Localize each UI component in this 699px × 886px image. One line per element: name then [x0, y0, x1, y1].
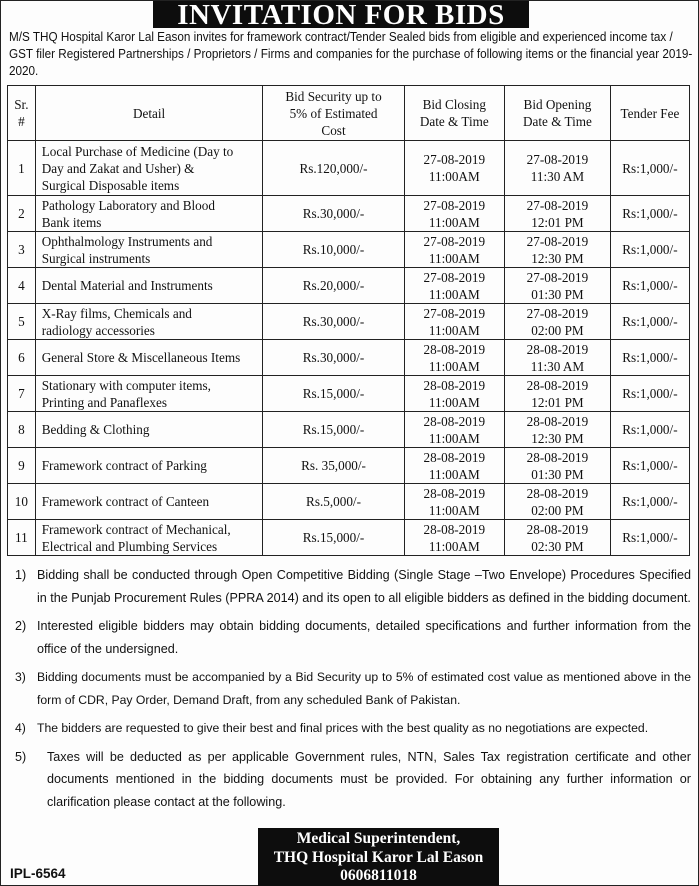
cell-bid-security: Rs.20,000/- — [263, 268, 404, 304]
cell-detail: Pathology Laboratory and Blood Bank items — [35, 196, 263, 232]
cell-bid-closing: 28-08-2019 11:00AM — [404, 448, 504, 484]
cell-sr: 5 — [8, 304, 36, 340]
cell-sr: 10 — [8, 484, 36, 520]
cell-detail: Framework contract of Parking — [35, 448, 263, 484]
cell-detail: X-Ray films, Chemicals and radiology accessories — [35, 304, 263, 340]
cell-bid-security: Rs.30,000/- — [263, 304, 404, 340]
cell-bid-closing: 28-08-2019 11:00AM — [404, 412, 504, 448]
term-item — [15, 717, 691, 740]
table-row — [8, 196, 690, 232]
term-item — [15, 666, 691, 711]
header-bid-closing: Bid Closing Date & Time — [404, 86, 504, 141]
terms-list — [15, 564, 691, 819]
header-tender-fee: Tender Fee — [610, 86, 689, 141]
cell-bid-opening: 27-08-2019 11:30 AM — [505, 141, 611, 196]
cell-bid-security: Rs.30,000/- — [263, 340, 404, 376]
table-row — [8, 412, 690, 448]
cell-bid-opening: 27-08-2019 02:00 PM — [505, 304, 611, 340]
term-number: 5) — [15, 749, 27, 764]
cell-bid-closing: 28-08-2019 11:00AM — [404, 484, 504, 520]
cell-bid-opening: 28-08-2019 12:01 PM — [505, 376, 611, 412]
table-row — [8, 304, 690, 340]
cell-bid-security: Rs.15,000/- — [263, 520, 404, 556]
cell-tender-fee: Rs:1,000/- — [610, 268, 689, 304]
table-row — [8, 141, 690, 196]
cell-bid-security: Rs.120,000/- — [263, 141, 404, 196]
cell-tender-fee: Rs:1,000/- — [610, 232, 689, 268]
cell-bid-security: Rs.30,000/- — [263, 196, 404, 232]
table-row — [8, 232, 690, 268]
cell-sr: 2 — [8, 196, 36, 232]
header-bid-opening: Bid Opening Date & Time — [505, 86, 611, 141]
term-text: Taxes will be deducted as per applicable Government rules, NTN, Sales Tax registration certificate and other documents mentioned in the bidding documents must be provided. For obtaining any further information or clarification please contact at the following. — [47, 749, 691, 809]
cell-tender-fee: Rs:1,000/- — [610, 196, 689, 232]
cell-bid-security: Rs.15,000/- — [263, 412, 404, 448]
cell-sr: 11 — [8, 520, 36, 556]
cell-bid-opening: 28-08-2019 02:30 PM — [505, 520, 611, 556]
header-sr: Sr. # — [8, 86, 36, 141]
cell-detail: General Store & Miscellaneous Items — [35, 340, 263, 376]
cell-sr: 4 — [8, 268, 36, 304]
cell-tender-fee: Rs:1,000/- — [610, 376, 689, 412]
header-detail: Detail — [35, 86, 263, 141]
cell-sr: 8 — [8, 412, 36, 448]
cell-bid-closing: 27-08-2019 11:00AM — [404, 232, 504, 268]
cell-tender-fee: Rs:1,000/- — [610, 448, 689, 484]
cell-detail: Bedding & Clothing — [35, 412, 263, 448]
table-header-row — [8, 86, 690, 141]
cell-bid-security: Rs.10,000/- — [263, 232, 404, 268]
cell-bid-closing: 27-08-2019 11:00AM — [404, 196, 504, 232]
contact-organization: THQ Hospital Karor Lal Eason — [273, 848, 484, 866]
cell-bid-closing: 27-08-2019 11:00AM — [404, 304, 504, 340]
cell-bid-closing: 27-08-2019 11:00AM — [404, 268, 504, 304]
contact-phone: 0606811018 — [340, 867, 417, 884]
cell-bid-closing: 28-08-2019 11:00AM — [404, 520, 504, 556]
cell-bid-security: Rs.5,000/- — [263, 484, 404, 520]
term-text: Interested eligible bidders may obtain bidding documents, detailed specifications and further information from the office of the undersigned. — [37, 619, 691, 656]
term-item — [15, 615, 691, 660]
cell-detail: Dental Material and Instruments — [35, 268, 263, 304]
cell-detail: Stationary with computer items, Printing and Panaflexes — [35, 376, 263, 412]
cell-sr: 7 — [8, 376, 36, 412]
term-item — [15, 564, 691, 609]
cell-sr: 1 — [8, 141, 36, 196]
bids-table — [7, 85, 690, 556]
page-title: INVITATION FOR BIDS — [153, 1, 529, 28]
cell-sr: 6 — [8, 340, 36, 376]
cell-bid-opening: 28-08-2019 12:30 PM — [505, 412, 611, 448]
cell-bid-opening: 27-08-2019 12:01 PM — [505, 196, 611, 232]
table-row — [8, 448, 690, 484]
table-row — [8, 340, 690, 376]
term-number: 2) — [15, 619, 27, 633]
cell-bid-security: Rs. 35,000/- — [263, 448, 404, 484]
cell-bid-opening: 28-08-2019 02:00 PM — [505, 484, 611, 520]
cell-tender-fee: Rs:1,000/- — [610, 520, 689, 556]
header-bid-security: Bid Security up to 5% of Estimated Cost — [263, 86, 404, 141]
cell-tender-fee: Rs:1,000/- — [610, 304, 689, 340]
cell-tender-fee: Rs:1,000/- — [610, 141, 689, 196]
term-item — [15, 746, 691, 814]
cell-tender-fee: Rs:1,000/- — [610, 340, 689, 376]
table-row — [8, 268, 690, 304]
table-row — [8, 520, 690, 556]
term-text: Bidding documents must be accompanied by a Bid Security up to 5% of estimated cost value as mentioned above in the form of CDR, Pay Order, Demand Draft, from any scheduled Bank of Pakistan. — [37, 670, 691, 707]
term-number: 3) — [15, 670, 26, 684]
cell-bid-opening: 27-08-2019 01:30 PM — [505, 268, 611, 304]
cell-detail: Framework contract of Mechanical, Electrical and Plumbing Services — [35, 520, 263, 556]
term-text: Bidding shall be conducted through Open Competitive Bidding (Single Stage –Two Envelope) Procedures Specified in the Punjab Procurement Rules (PPRA 2014) and its open to all eligible bidders as defined in the bidding document. — [37, 568, 691, 605]
term-number: 1) — [15, 568, 27, 582]
cell-detail: Framework contract of Canteen — [35, 484, 263, 520]
cell-bid-opening: 28-08-2019 11:30 AM — [505, 340, 611, 376]
term-number: 4) — [15, 721, 26, 735]
table-row — [8, 376, 690, 412]
cell-bid-closing: 28-08-2019 11:00AM — [404, 340, 504, 376]
contact-block — [258, 828, 499, 886]
term-text: The bidders are requested to give their best and final prices with the best quality as no negotiations are expected. — [37, 721, 649, 735]
cell-bid-security: Rs.15,000/- — [263, 376, 404, 412]
cell-bid-closing: 27-08-2019 11:00AM — [404, 141, 504, 196]
contact-designation: Medical Superintendent, — [296, 830, 461, 847]
reference-code: IPL-6564 — [10, 866, 66, 881]
table-row — [8, 484, 690, 520]
cell-bid-closing: 28-08-2019 11:00AM — [404, 376, 504, 412]
cell-detail: Ophthalmology Instruments and Surgical instruments — [35, 232, 263, 268]
cell-sr: 3 — [8, 232, 36, 268]
cell-tender-fee: Rs:1,000/- — [610, 412, 689, 448]
cell-sr: 9 — [8, 448, 36, 484]
cell-bid-opening: 27-08-2019 12:30 PM — [505, 232, 611, 268]
intro-paragraph: M/S THQ Hospital Karor Lal Eason invites for framework contract/Tender Sealed bids from eligible and experienced income tax / GST filer Registered Partnerships / Proprietors / Firms and companies for the purchase of following items or the financial year 2019-2020. — [9, 30, 693, 78]
cell-tender-fee: Rs:1,000/- — [610, 484, 689, 520]
cell-bid-opening: 28-08-2019 01:30 PM — [505, 448, 611, 484]
cell-detail: Local Purchase of Medicine (Day to Day and Zakat and Usher) & Surgical Disposable items — [35, 141, 263, 196]
